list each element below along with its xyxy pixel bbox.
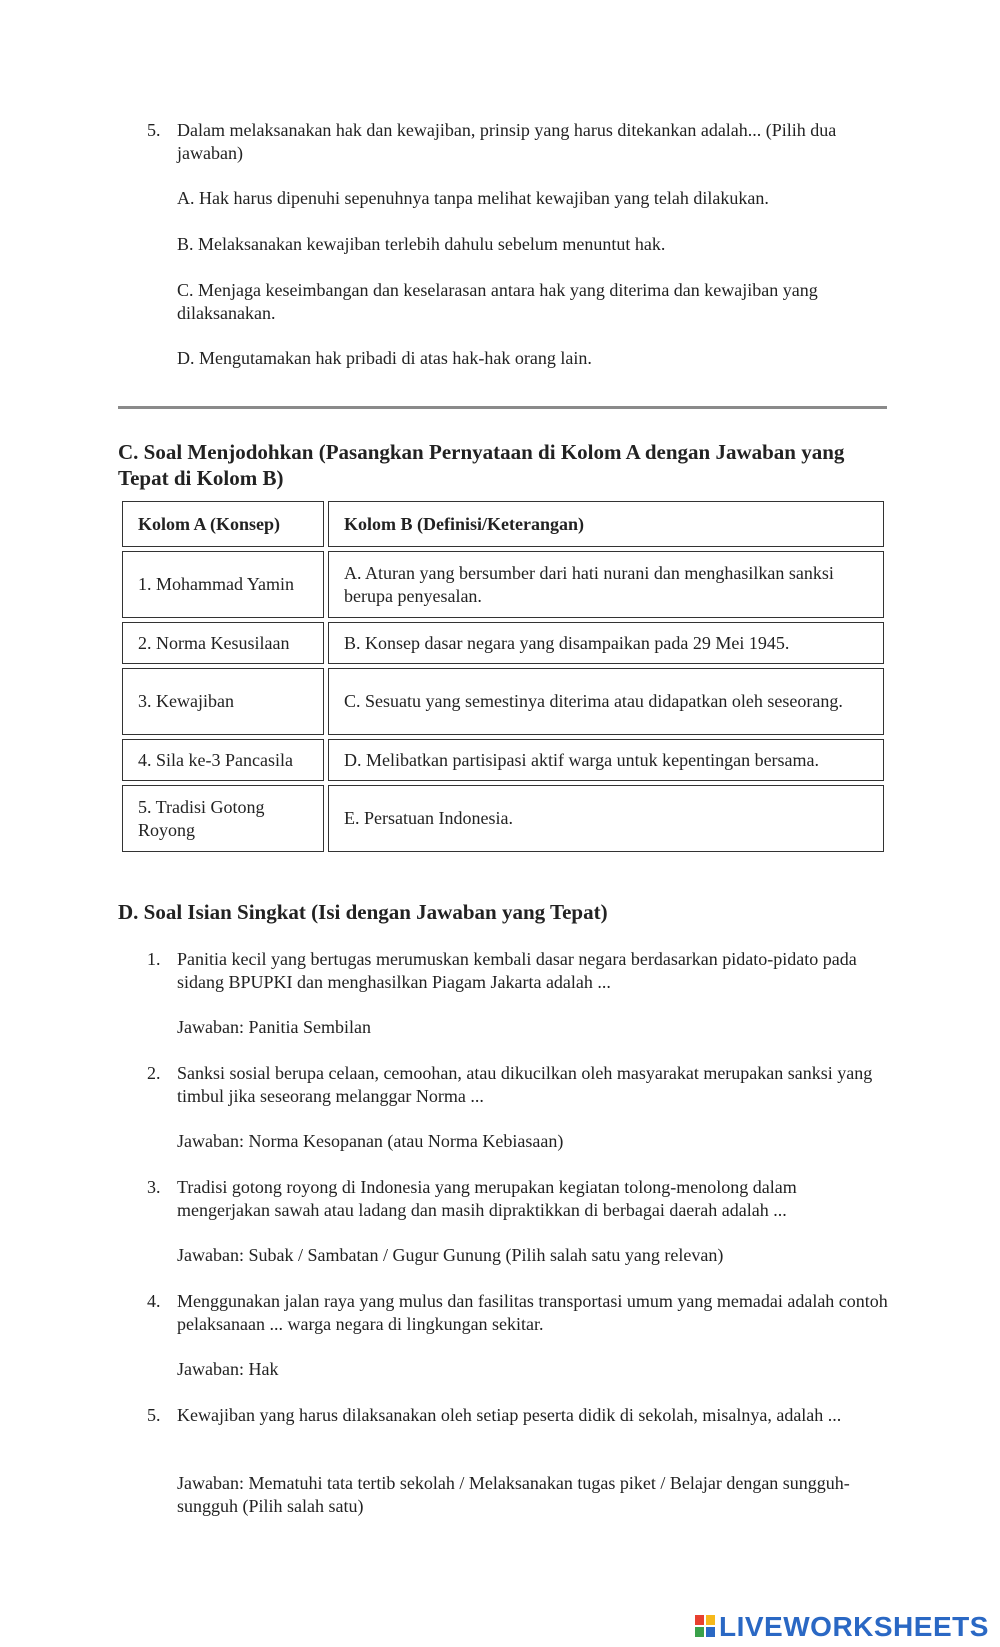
table-header-row <box>122 501 884 547</box>
logo-square-blue <box>706 1627 715 1637</box>
question-text: Dalam melaksanakan hak dan kewajiban, prinsip yang harus ditekankan adalah... (Pilih dua jawaban) <box>177 120 837 163</box>
question-text: Kewajiban yang harus dilaksanakan oleh setiap peserta didik di sekolah, misalnya, adalah ... <box>177 1405 842 1425</box>
column-b-cell: A. Aturan yang bersumber dari hati nurani dan menghasilkan sanksi berupa penyesalan. <box>328 551 884 618</box>
section-d-title: D. Soal Isian Singkat (Isi dengan Jawaban yang Tepat) <box>118 900 608 924</box>
table-row <box>122 668 884 735</box>
question-text: Menggunakan jalan raya yang mulus dan fasilitas transportasi umum yang memadai adalah contoh pelaksanaan ... warga negara di lingkungan sekitar. <box>177 1291 888 1334</box>
column-b-header: Kolom B (Definisi/Keterangan) <box>328 501 884 547</box>
column-a-cell: 4. Sila ke-3 Pancasila <box>122 739 324 781</box>
question-number: 2. <box>147 1063 161 1083</box>
answer-text: Jawaban: Panitia Sembilan <box>177 1017 371 1037</box>
option-d: D. Mengutamakan hak pribadi di atas hak-hak orang lain. <box>177 348 592 368</box>
column-b-cell: D. Melibatkan partisipasi aktif warga untuk kepentingan bersama. <box>328 739 884 781</box>
option-b: B. Melaksanakan kewajiban terlebih dahulu sebelum menuntut hak. <box>177 234 666 254</box>
option-a: A. Hak harus dipenuhi sepenuhnya tanpa melihat kewajiban yang telah dilakukan. <box>177 188 769 208</box>
question-number: 3. <box>147 1177 161 1197</box>
column-b-cell: E. Persatuan Indonesia. <box>328 785 884 852</box>
answer-text: Jawaban: Subak / Sambatan / Gugur Gunung (Pilih salah satu yang relevan) <box>177 1245 724 1265</box>
answer-text: Jawaban: Mematuhi tata tertib sekolah / Melaksanakan tugas piket / Belajar dengan sungguh-sungguh (Pilih salah satu) <box>177 1473 850 1516</box>
question-number: 4. <box>147 1291 161 1311</box>
column-b-cell: C. Sesuatu yang semestinya diterima atau didapatkan oleh seseorang. <box>328 668 884 735</box>
table-row <box>122 785 884 852</box>
logo-text: LIVEWORKSHEETS <box>719 1610 989 1642</box>
column-a-cell: 1. Mohammad Yamin <box>122 551 324 618</box>
question-text: Tradisi gotong royong di Indonesia yang merupakan kegiatan tolong-menolong dalam mengerjakan sawah atau ladang dan masih dipraktikkan di berbagai daerah adalah ... <box>177 1177 797 1220</box>
table-row <box>122 551 884 618</box>
question-number: 5. <box>147 120 161 140</box>
question-number: 5. <box>147 1405 161 1425</box>
section-divider <box>118 406 887 409</box>
option-c: C. Menjaga keseimbangan dan keselarasan antara hak yang diterima dan kewajiban yang dilaksanakan. <box>177 280 818 323</box>
column-a-header: Kolom A (Konsep) <box>122 501 324 547</box>
question-text: Sanksi sosial berupa celaan, cemoohan, atau dikucilkan oleh masyarakat merupakan sanksi yang timbul jika seseorang melanggar Norma ... <box>177 1063 873 1106</box>
column-a-cell: 3. Kewajiban <box>122 668 324 735</box>
logo-square-green <box>695 1627 704 1637</box>
column-b-cell: B. Konsep dasar negara yang disampaikan pada 29 Mei 1945. <box>328 622 884 664</box>
logo-square-red <box>695 1615 704 1625</box>
question-text: Panitia kecil yang bertugas merumuskan kembali dasar negara berdasarkan pidato-pidato pada sidang BPUPKI dan menghasilkan Piagam Jakarta adalah ... <box>177 949 857 992</box>
logo-square-yellow <box>706 1615 715 1625</box>
question-number: 1. <box>147 949 161 969</box>
section-c-title: C. Soal Menjodohkan (Pasangkan Pernyataan di Kolom A dengan Jawaban yang Tepat di Kolom B) <box>118 440 845 490</box>
table-row <box>122 622 884 664</box>
liveworksheets-logo-icon <box>695 1615 715 1637</box>
answer-text: Jawaban: Norma Kesopanan (atau Norma Kebiasaan) <box>177 1131 564 1151</box>
matching-table <box>118 497 888 856</box>
column-a-cell: 5. Tradisi Gotong Royong <box>122 785 324 852</box>
liveworksheets-logo <box>695 1611 989 1641</box>
table-row <box>122 739 884 781</box>
answer-text: Jawaban: Hak <box>177 1359 279 1379</box>
column-a-cell: 2. Norma Kesusilaan <box>122 622 324 664</box>
